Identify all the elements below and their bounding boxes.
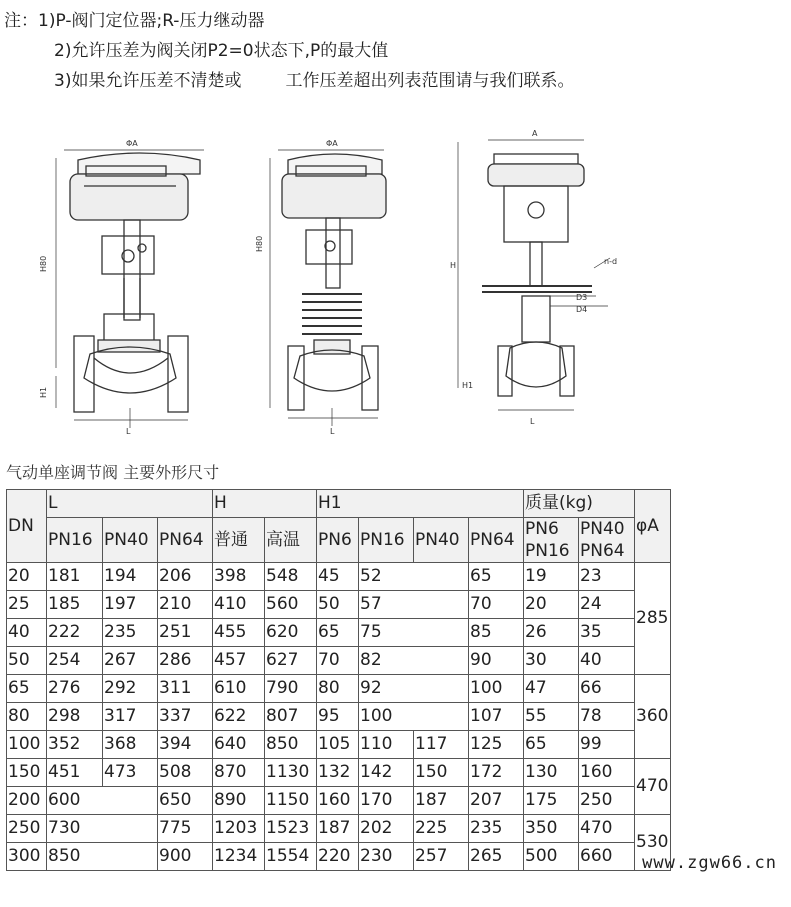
label-l-2: L (330, 427, 335, 436)
label-l-3: L (530, 417, 535, 426)
cell-l-pn16: 352 (47, 731, 103, 759)
valve-drawing-2 (270, 150, 386, 426)
header-l-pn16: PN16 (47, 518, 103, 563)
label-l-1: L (126, 427, 131, 436)
cell-h-normal: 1203 (213, 815, 265, 843)
cell-dn: 100 (7, 731, 47, 759)
cell-l-pn16: 451 (47, 759, 103, 787)
table-row (7, 815, 671, 843)
cell-h1-pn40: 225 (414, 815, 469, 843)
cell-dn: 250 (7, 815, 47, 843)
cell-h-normal: 870 (213, 759, 265, 787)
cell-h1-pn40: 257 (414, 843, 469, 871)
cell-mass-b: 40 (579, 647, 635, 675)
cell-h1-pn6: 80 (317, 675, 359, 703)
cell-l-pn40: 267 (103, 647, 158, 675)
label-h1-3: H1 (462, 381, 474, 390)
cell-dn: 300 (7, 843, 47, 871)
cell-dn: 80 (7, 703, 47, 731)
cell-h1-pn16-40: 92 (359, 675, 469, 703)
cell-h-high: 807 (265, 703, 317, 731)
cell-h-high: 627 (265, 647, 317, 675)
header-row-1 (7, 490, 671, 518)
valve-drawings (0, 118, 791, 438)
cell-h-high: 1130 (265, 759, 317, 787)
cell-h-high: 1554 (265, 843, 317, 871)
cell-mass-a: 175 (524, 787, 579, 815)
cell-mass-a: 26 (524, 619, 579, 647)
cell-mass-a: 20 (524, 591, 579, 619)
table-row (7, 619, 671, 647)
cell-h1-pn16-40: 57 (359, 591, 469, 619)
table-row (7, 591, 671, 619)
header-mass: 质量(kg) (524, 490, 635, 518)
label-d4-3: D4 (576, 305, 588, 314)
cell-l-pn64: 650 (158, 787, 213, 815)
cell-dn: 200 (7, 787, 47, 815)
cell-mass-a: 65 (524, 731, 579, 759)
cell-h1-pn6: 160 (317, 787, 359, 815)
cell-l-pn64: 210 (158, 591, 213, 619)
cell-mass-b: 23 (579, 563, 635, 591)
cell-mass-b: 66 (579, 675, 635, 703)
cell-l-pn16: 185 (47, 591, 103, 619)
header-h: H (213, 490, 317, 518)
label-nd-3: n-d (604, 257, 618, 266)
cell-phiA: 285 (635, 563, 671, 675)
label-phiA-2: ΦA (326, 139, 338, 148)
cell-mass-b: 160 (579, 759, 635, 787)
cell-mass-a: 30 (524, 647, 579, 675)
label-h1-1: H1 (39, 386, 48, 398)
label-h-2: H80 (255, 235, 264, 252)
cell-l-pn40: 197 (103, 591, 158, 619)
cell-h-normal: 398 (213, 563, 265, 591)
note-line-3: 3)如果允许压差不清楚或 工作压差超出列表范围请与我们联系。 (54, 71, 575, 91)
cell-h-normal: 410 (213, 591, 265, 619)
cell-mass-a: 19 (524, 563, 579, 591)
header-phiA: φA (635, 490, 671, 563)
header-h1-pn6: PN6 (317, 518, 359, 563)
cell-h1-pn6: 65 (317, 619, 359, 647)
cell-mass-b: 35 (579, 619, 635, 647)
cell-h1-pn6: 50 (317, 591, 359, 619)
header-row-2 (7, 518, 671, 563)
cell-l-pn16-40: 730 (47, 815, 158, 843)
cell-h1-pn16: 142 (359, 759, 414, 787)
table-row (7, 843, 671, 871)
cell-mass-b: 24 (579, 591, 635, 619)
cell-dn: 50 (7, 647, 47, 675)
cell-h-normal: 1234 (213, 843, 265, 871)
table-row (7, 759, 671, 787)
cell-h-high: 850 (265, 731, 317, 759)
cell-h1-pn40: 150 (414, 759, 469, 787)
cell-h1-pn64: 100 (469, 675, 524, 703)
cell-h1-pn64: 207 (469, 787, 524, 815)
cell-h-high: 560 (265, 591, 317, 619)
notes-block (4, 6, 574, 96)
cell-l-pn16: 254 (47, 647, 103, 675)
header-h-normal: 普通 (213, 518, 265, 563)
label-d3-3: D3 (576, 293, 588, 302)
cell-l-pn64: 206 (158, 563, 213, 591)
cell-l-pn16: 181 (47, 563, 103, 591)
cell-h-normal: 457 (213, 647, 265, 675)
cell-h-high: 548 (265, 563, 317, 591)
watermark: www.zgw66.cn (642, 853, 777, 873)
cell-l-pn64: 394 (158, 731, 213, 759)
cell-mass-b: 660 (579, 843, 635, 871)
cell-dn: 40 (7, 619, 47, 647)
cell-dn: 25 (7, 591, 47, 619)
cell-h-normal: 455 (213, 619, 265, 647)
header-h1-pn16: PN16 (359, 518, 414, 563)
cell-l-pn64: 286 (158, 647, 213, 675)
cell-l-pn64: 337 (158, 703, 213, 731)
cell-h1-pn64: 70 (469, 591, 524, 619)
cell-l-pn16: 276 (47, 675, 103, 703)
cell-mass-b: 250 (579, 787, 635, 815)
cell-l-pn40: 292 (103, 675, 158, 703)
cell-l-pn16: 298 (47, 703, 103, 731)
cell-h1-pn6: 187 (317, 815, 359, 843)
cell-h1-pn64: 265 (469, 843, 524, 871)
cell-h1-pn64: 65 (469, 563, 524, 591)
cell-h1-pn16-40: 100 (359, 703, 469, 731)
header-l: L (47, 490, 213, 518)
cell-phiA: 530 (635, 815, 671, 871)
header-h1-pn40: PN40 (414, 518, 469, 563)
cell-mass-b: 470 (579, 815, 635, 843)
cell-l-pn64: 311 (158, 675, 213, 703)
cell-h1-pn16: 170 (359, 787, 414, 815)
cell-l-pn16: 222 (47, 619, 103, 647)
cell-mass-a: 350 (524, 815, 579, 843)
cell-l-pn40: 235 (103, 619, 158, 647)
cell-h-normal: 890 (213, 787, 265, 815)
cell-h-high: 620 (265, 619, 317, 647)
note-line-2: 2)允许压差为阀关闭P2=0状态下,P的最大值 (54, 41, 389, 61)
cell-h1-pn6: 132 (317, 759, 359, 787)
cell-phiA: 470 (635, 759, 671, 815)
table-body (7, 563, 671, 871)
cell-mass-a: 500 (524, 843, 579, 871)
header-h1-pn64: PN64 (469, 518, 524, 563)
table-row (7, 563, 671, 591)
cell-h1-pn6: 220 (317, 843, 359, 871)
cell-h1-pn64: 172 (469, 759, 524, 787)
table-row (7, 703, 671, 731)
cell-h1-pn6: 105 (317, 731, 359, 759)
cell-l-pn40: 368 (103, 731, 158, 759)
cell-mass-a: 55 (524, 703, 579, 731)
cell-h-normal: 640 (213, 731, 265, 759)
header-mass-a: PN6 PN16 (524, 518, 579, 563)
cell-mass-b: 99 (579, 731, 635, 759)
table-caption: 气动单座调节阀 主要外形尺寸 (6, 463, 220, 482)
cell-h1-pn40: 117 (414, 731, 469, 759)
cell-dn: 150 (7, 759, 47, 787)
label-h-1: H80 (39, 255, 48, 272)
cell-h1-pn16: 202 (359, 815, 414, 843)
cell-h-normal: 622 (213, 703, 265, 731)
cell-h-normal: 610 (213, 675, 265, 703)
cell-h1-pn16-40: 52 (359, 563, 469, 591)
cell-h1-pn6: 95 (317, 703, 359, 731)
cell-dn: 20 (7, 563, 47, 591)
cell-l-pn16-40: 600 (47, 787, 158, 815)
cell-l-pn16-40: 850 (47, 843, 158, 871)
cell-l-pn40: 317 (103, 703, 158, 731)
cell-l-pn64: 251 (158, 619, 213, 647)
table-row (7, 787, 671, 815)
cell-phiA: 360 (635, 675, 671, 759)
valve-drawing-1 (56, 150, 204, 428)
valve-drawing-3 (458, 140, 610, 410)
cell-h1-pn16-40: 82 (359, 647, 469, 675)
cell-h-high: 1523 (265, 815, 317, 843)
header-mass-b: PN40 PN64 (579, 518, 635, 563)
header-l-pn40: PN40 (103, 518, 158, 563)
cell-l-pn40: 194 (103, 563, 158, 591)
cell-h1-pn16: 110 (359, 731, 414, 759)
label-phiA-1: ΦA (126, 139, 138, 148)
cell-h1-pn6: 70 (317, 647, 359, 675)
note-line-1: 注：1)P-阀门定位器;R-压力继动器 (4, 11, 265, 31)
header-h-high: 高温 (265, 518, 317, 563)
table-row (7, 647, 671, 675)
table-row (7, 731, 671, 759)
cell-mass-a: 47 (524, 675, 579, 703)
cell-h1-pn64: 85 (469, 619, 524, 647)
header-dn: DN (7, 490, 47, 563)
cell-h1-pn16-40: 75 (359, 619, 469, 647)
cell-l-pn64: 900 (158, 843, 213, 871)
cell-l-pn64: 508 (158, 759, 213, 787)
header-h1: H1 (317, 490, 524, 518)
cell-h1-pn64: 235 (469, 815, 524, 843)
cell-l-pn64: 775 (158, 815, 213, 843)
cell-h-high: 1150 (265, 787, 317, 815)
label-h-3: H (450, 261, 457, 270)
cell-h1-pn40: 187 (414, 787, 469, 815)
cell-l-pn40: 473 (103, 759, 158, 787)
table-row (7, 675, 671, 703)
label-a-3: A (532, 129, 538, 138)
cell-h1-pn64: 90 (469, 647, 524, 675)
header-l-pn64: PN64 (158, 518, 213, 563)
cell-dn: 65 (7, 675, 47, 703)
cell-h1-pn64: 107 (469, 703, 524, 731)
cell-h-high: 790 (265, 675, 317, 703)
cell-h1-pn64: 125 (469, 731, 524, 759)
cell-h1-pn6: 45 (317, 563, 359, 591)
cell-h1-pn16: 230 (359, 843, 414, 871)
cell-mass-b: 78 (579, 703, 635, 731)
dimensions-table (6, 489, 671, 871)
cell-mass-a: 130 (524, 759, 579, 787)
